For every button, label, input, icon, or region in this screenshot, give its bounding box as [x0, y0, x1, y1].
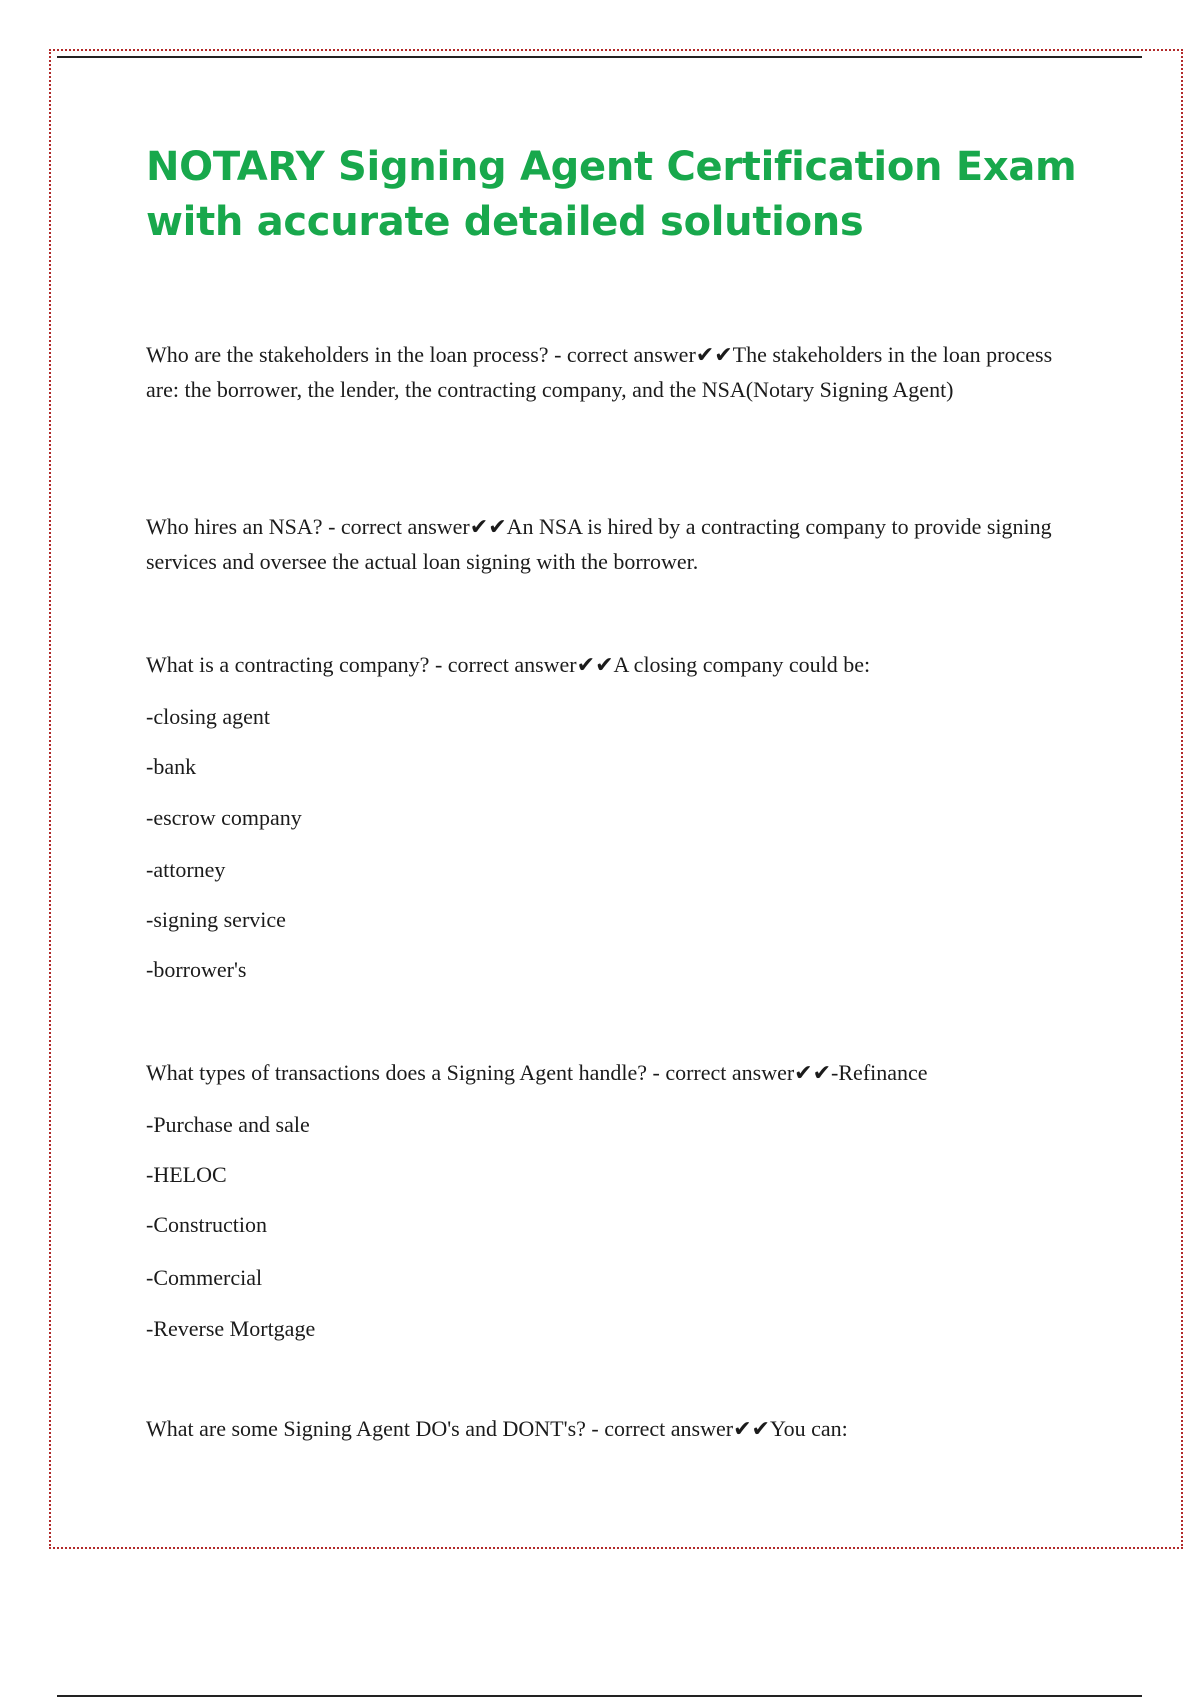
list-item: -signing service: [146, 907, 286, 932]
list-item: -attorney: [146, 857, 226, 882]
list-item: -closing agent: [146, 704, 271, 729]
question-block-dos-and-donts: [146, 1412, 1076, 1447]
list-item: -Reverse Mortgage: [146, 1316, 316, 1341]
question-block-contracting-company: [146, 648, 1076, 683]
list-item: -escrow company: [146, 805, 302, 830]
question-text: What is a contracting company? - correct answer✔✔A closing company could be:: [146, 652, 871, 677]
header-rule: [57, 56, 1142, 58]
question-block-who-hires: [146, 510, 1076, 579]
question-text: What types of transactions does a Signing Agent handle? - correct answer✔✔-Refinance: [146, 1060, 928, 1085]
title-line-1: NOTARY Signing Agent Certification Exam: [146, 144, 1077, 190]
question-block-stakeholders: [146, 338, 1076, 407]
question-text: Who hires an NSA? - correct answer✔✔An NSA is hired by a contracting company to provide signing services and oversee the actual loan signing with the borrower.: [146, 514, 1052, 574]
question-block-transaction-types: [146, 1056, 1076, 1091]
list-item: -Commercial: [146, 1265, 263, 1290]
list-item: -Purchase and sale: [146, 1112, 310, 1137]
title-line-2: with accurate detailed solutions: [146, 199, 864, 245]
list-item: -borrower's: [146, 957, 247, 982]
list-item: -HELOC: [146, 1162, 227, 1187]
document-title: [146, 140, 1146, 250]
question-text: What are some Signing Agent DO's and DONT's? - correct answer✔✔You can:: [146, 1416, 848, 1441]
list-item: -Construction: [146, 1212, 267, 1237]
list-item: -bank: [146, 754, 197, 779]
question-text: Who are the stakeholders in the loan process? - correct answer✔✔The stakeholders in the loan process are: the borrower, the lender, the contracting company, and the NSA(Notary Signing Agent): [146, 342, 1053, 402]
footer-rule: [57, 1695, 1142, 1697]
